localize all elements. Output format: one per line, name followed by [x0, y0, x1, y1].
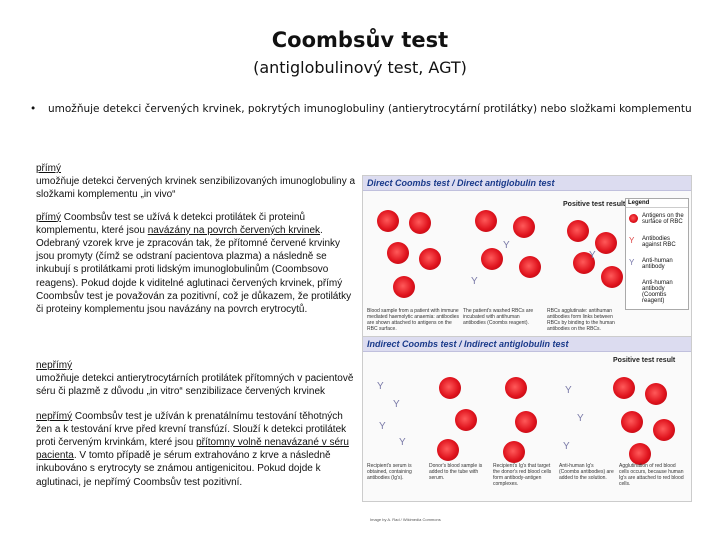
image-source-note: Image by A. Rad / Wikimedia Commons — [370, 517, 441, 522]
legend-title: Legend — [626, 199, 688, 208]
direct-caption-3: RBCs agglutinate: antihuman antibodies form links between RBCs by binding to the human antibodies on the RBCs. — [547, 308, 615, 332]
page-subtitle: (antiglobulinový test, AGT) — [253, 58, 467, 77]
legend-item-antibodies: Antibodies against RBC — [642, 236, 676, 248]
direct-caption-1: Blood sample from a patient with immune mediated haemolytic anaemia: antibodies are shown attached to antigens on the RBC surface. — [367, 308, 459, 332]
rbc — [387, 242, 409, 264]
intro-bullet — [30, 103, 710, 115]
indirect-heading: nepřímý — [36, 360, 73, 371]
indirect-caption-2: Donor's blood sample is added to the tube with serum. — [429, 463, 483, 481]
antibody-glyph: Y — [589, 250, 596, 261]
indirect-body — [36, 410, 358, 489]
rbc — [601, 266, 623, 288]
legend-antihuman-icon: Y — [629, 258, 635, 267]
rbc — [475, 210, 497, 232]
indirect-body-part1: Coombsův test je užíván k prenatálnímu testování těhotných žen a k testování krve před krevní transfúzí. Slouží k detekci protilátek proti červeným krvinkám, které jsou — [36, 410, 347, 449]
legend-item-coombs: Anti-human antibody (Coombs reagent) — [642, 280, 673, 304]
direct-body-word: přímý — [36, 211, 61, 223]
legend-antibody-icon: Y — [629, 236, 635, 245]
direct-body-part2: . Odebraný vzorek krve je zpracován tak, že přítomné červené krvinky jsou promyty (čímž se odstraní pacientova plazma) a následně se inkubují s protilátkami proti lidským imunoglobulinům (Coombsovo reagens). Pokud dojde k viditelné aglutinaci červených krvinek, přímý Coombsův test je považován za pozitivní, což je důkazem, že protilátky či proteiny komplementu jsou navázány na povrch erytrocytů. — [36, 224, 352, 316]
legend-item-antigens: Antigens on the surface of RBC — [642, 213, 684, 225]
direct-body-part1: Coombsův test se užívá k detekci protilátek či proteinů komplementu, které jsou — [36, 211, 306, 236]
rbc — [629, 443, 651, 465]
rbc — [481, 248, 503, 270]
antibody-glyph: Y — [471, 276, 478, 287]
rbc — [595, 232, 617, 254]
indirect-caption-1: Recipient's serum is obtained, containing antibodies (Ig's). — [367, 463, 412, 481]
indirect-section — [36, 359, 358, 489]
direct-section — [36, 162, 358, 316]
antibody-glyph: Y — [563, 441, 570, 452]
direct-caption-2: The patient's washed RBCs are incubated with antihuman antibodies (Coombs reagent). — [463, 308, 534, 326]
direct-positive-label: Positive test result — [563, 201, 626, 208]
rbc — [645, 383, 667, 405]
rbc — [653, 419, 675, 441]
rbc — [409, 212, 431, 234]
antibody-glyph: Y — [503, 240, 510, 251]
direct-definition: umožňuje detekci červených krvinek senzibilizovaných imunoglobuliny a složkami komplementu „in vivo“ — [36, 176, 356, 201]
direct-body-underlined: navázány na povrch červených krvinek — [147, 224, 321, 236]
indirect-body-underlined: přítomny volně nenavázané v séru pacienta — [36, 437, 349, 462]
indirect-caption-3: Recipient's Ig's that target the donor's red blood cells form antibody-antigen complexes. — [493, 463, 552, 487]
direct-figure-title: Direct Coombs test / Direct antiglobulin test — [363, 176, 691, 191]
rbc — [505, 377, 527, 399]
indirect-body-word: nepřímý — [36, 410, 73, 422]
bullet-marker: • — [30, 103, 37, 115]
direct-body — [36, 211, 358, 317]
rbc — [377, 210, 399, 232]
direct-heading: přímý — [36, 163, 61, 174]
indirect-figure-title: Indirect Coombs test / Indirect antiglobulin test — [363, 337, 691, 352]
antibody-glyph: Y — [377, 381, 384, 392]
indirect-body-part2: . V tomto případě je sérum extrahováno z krve a následně inkubováno s erytrocyty se známou antigenicitou. Pokud dojde k aglutinaci, je nepřímý Coombsův test pozitivní. — [36, 450, 331, 488]
direct-coombs-figure — [362, 175, 692, 337]
antibody-glyph: Y — [399, 437, 406, 448]
antibody-glyph: Y — [577, 413, 584, 424]
antibody-glyph: Y — [379, 421, 386, 432]
indirect-positive-label: Positive test result — [613, 357, 676, 364]
legend-box — [625, 198, 689, 310]
rbc — [393, 276, 415, 298]
page-title: Coombsův test — [271, 28, 449, 52]
rbc — [503, 441, 525, 463]
rbc — [567, 220, 589, 242]
rbc — [515, 411, 537, 433]
rbc — [513, 216, 535, 238]
indirect-caption-5: Agglutination of red blood cells occurs, because human Ig's are attached to red blood cells. — [619, 463, 684, 487]
rbc — [613, 377, 635, 399]
indirect-coombs-figure — [362, 336, 692, 502]
rbc — [437, 439, 459, 461]
antibody-glyph: Y — [565, 385, 572, 396]
antibody-glyph: Y — [393, 399, 400, 410]
indirect-caption-4: Anti-human Ig's (Coombs antibodies) are added to the solution. — [559, 463, 614, 481]
rbc — [439, 377, 461, 399]
legend-rbc-swatch — [629, 214, 638, 223]
intro-text: umožňuje detekci červených krvinek, pokrytých imunoglobuliny (antierytrocytární protilátky) nebo složkami komplementu — [48, 103, 692, 115]
legend-item-antihuman: Anti-human antibody — [642, 258, 673, 270]
rbc — [419, 248, 441, 270]
rbc — [621, 411, 643, 433]
indirect-definition: umožňuje detekci antierytrocytárních protilátek přítomných v pacientově séru či plazmě z důvodu „in vitro“ senzibilizace červených krvinek — [36, 373, 354, 398]
rbc — [455, 409, 477, 431]
rbc — [519, 256, 541, 278]
